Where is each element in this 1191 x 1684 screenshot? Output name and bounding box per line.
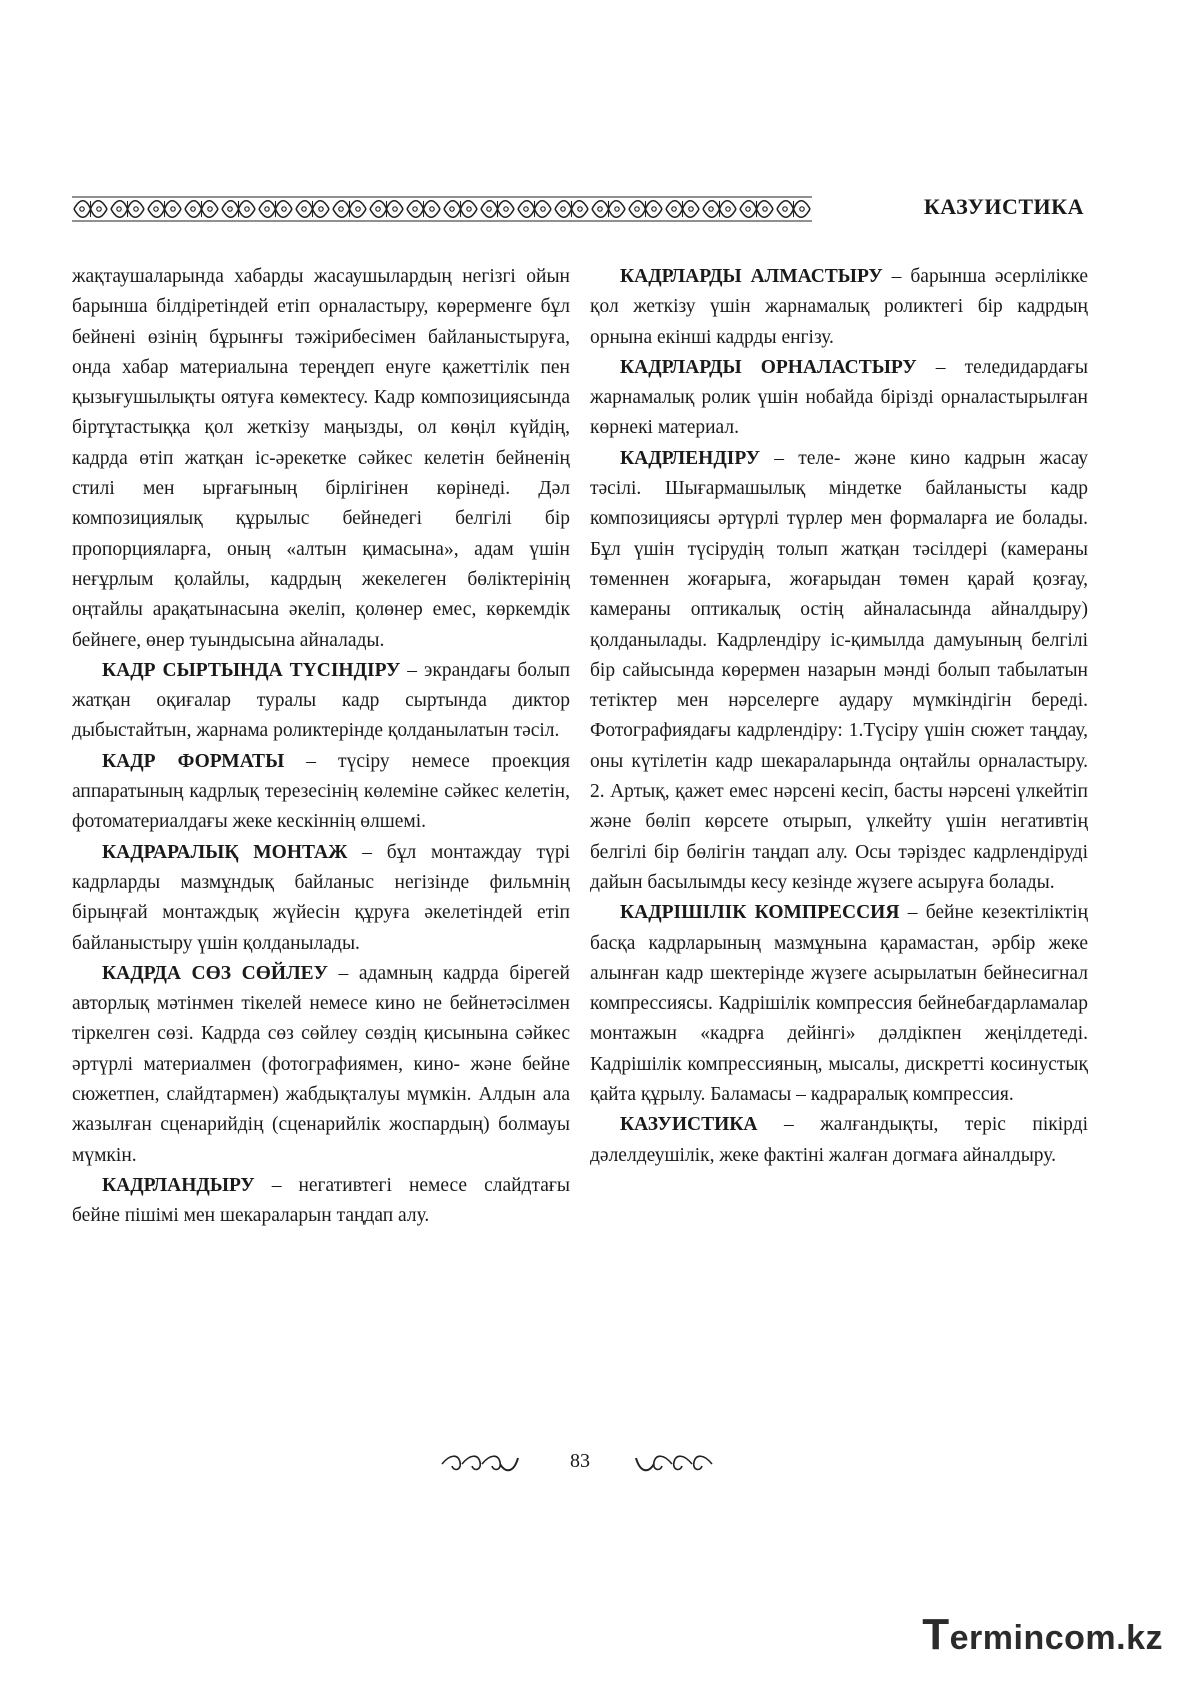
entry-definition: – түсіру немесе проекция аппаратының кадрлық терезесінің көлеміне сәйкес келетін, фотоматериалдағы жеке кескіннің өлшемі.	[72, 750, 570, 833]
page-number: 83	[570, 1450, 590, 1472]
dictionary-entry	[72, 1171, 570, 1232]
dictionary-entry	[590, 262, 1088, 353]
running-title: КАЗУИСТИКА	[923, 194, 1084, 219]
scroll-ornament-left-icon	[440, 1450, 520, 1478]
dictionary-entry	[590, 1110, 1088, 1171]
ornament-band-icon	[72, 196, 812, 222]
left-column	[72, 262, 570, 1232]
site-watermark	[922, 1610, 1163, 1660]
entry-term: КАДРДА СӨЗ СӨЙЛЕУ	[102, 962, 328, 984]
entry-definition: – негативтегі немесе слайдтағы бейне пішімі мен шекараларын таңдап алу.	[72, 1174, 570, 1227]
entry-term: КАДРЛАРДЫ ОРНАЛАСТЫРУ	[620, 356, 917, 378]
dictionary-entry	[590, 353, 1088, 444]
entry-definition: – теле- және кино кадрын жасау тәсілі. Шығармашылық міндетке байланысты кадр композициясы әртүрлі түрлер мен формаларға ие болады. Бұл үшін түсірудің толып жатқан тәсілдері (камераны төменнен жоғарыға, жоғарыдан төмен қарай қозғау, камераны оптикалық остің айналасында айналдыру) қолданылады. Кадрлендіру іс-қимылда дамуының белгілі бір сайысында көрермен назарын мәнді болып табылатын тетіктер мен нәрселерге аудару мүмкіндігін береді. Фотографиядағы кадрлендіру: 1.Түсіру үшін сюжет таңдау, оны күтілетін кадр шекараларында оңтайлы орналастыру. 2. Артық, қажет емес нәрсені кесіп, басты нәрсені үлкейтіп және бөліп көрсете отырып, үлкейту үшін негативтің белгілі бір бөлігін таңдап алу. Осы тәріздес кадрлендіруді дайын басылымды кесу кезінде жүзеге асыруға болады.	[590, 447, 1088, 893]
entry-term: КАДРЛАРДЫ АЛМАСТЫРУ	[620, 266, 883, 287]
dictionary-entry	[72, 838, 570, 959]
entry-term: КАДРАРАЛЫҚ МОНТАЖ	[102, 841, 348, 863]
dictionary-entry	[72, 747, 570, 838]
entry-term: КАЗУИСТИКА	[620, 1114, 758, 1136]
entry-term: КАДР ФОРМАТЫ	[102, 750, 285, 772]
entry-definition: – барынша әсерлілікке қол жеткізу үшін жарнамалық роликтегі бір кадрдың орнына екінші кадрды енгізу.	[590, 266, 1088, 348]
entry-term: КАДРЛЕНДІРУ	[620, 447, 761, 469]
entry-term: КАДР СЫРТЫНДА ТҮСІНДІРУ	[102, 659, 401, 681]
dictionary-entry	[72, 656, 570, 747]
page-footer	[0, 1448, 1191, 1482]
page-header	[72, 192, 1084, 226]
entry-term: КАДРІШІЛІК КОМПРЕССИЯ	[620, 902, 900, 924]
dictionary-entry	[72, 959, 570, 1171]
scroll-ornament-right-icon	[634, 1450, 714, 1478]
entry-definition: – бейне кезектіліктің басқа кадрларының мазмұнына қарамастан, әрбір жеке алынған кадр шектерінде жүзеге асырылатын бейнесигнал компрессиясы. Кадрішілік компрессия бейнебағдарламалар монтажын «кадрға дейінгі» дәлдікпен жеңілдетеді. Кадрішілік компрессияның, мысалы, дискретті косинустық қайта құрылу. Баламасы – кадраралық компрессия.	[590, 902, 1089, 1106]
entry-definition: – жалғандықты, теріс пікірді дәлелдеушілік, жеке фактіні жалған догмаға айналдыру.	[590, 1114, 1088, 1166]
watermark-text: ermincom.kz	[949, 1619, 1163, 1657]
dictionary-entry	[590, 444, 1088, 898]
entry-definition: – бұл монтаждау түрі кадрларды мазмұндық байланыс негізінде фильмнің бірыңғай монтаждық жүйесін құруға әкелетіндей етіп байланыстыру үшін қолданылады.	[72, 841, 570, 954]
dictionary-entry	[590, 898, 1088, 1110]
continuation-paragraph: жақтаушаларында хабарды жасаушылардың негізгі ойын барынша білдіретіндей етіп орналастыру, көрерменге бұл бейнені өзінің бұрынғы тәжірибесімен байланыстыруға, онда хабар материалына тереңдеп енуге қажеттілік пен қызығушылықты оятуға көмектесу. Кадр композициясында біртұтастыққа қол жеткізу маңызды, ол көңіл күйдің, кадрда өтіп жатқан іс-әрекетке сәйкес келетін бейненің стилі мен ырғағының бірлігінен көрінеді. Дәл композициялық құрылыс бейнедегі белгілі бір пропорцияларға, оның «алтын қимасына», адам үшін неғұрлым қолайлы, кадрдың жекелеген бөліктерінің оңтайлы арақатынасына әкеліп, қолөнер емес, көркемдік бейнеге, өнер туындысына айналады.	[72, 266, 570, 651]
entry-definition: – теледидардағы жарнамалық ролик үшін нобайда бірізді орналастырылған көрнекі материал.	[590, 356, 1088, 439]
right-column	[590, 262, 1088, 1171]
entry-definition: – адамның кадрда бірегей авторлық мәтінмен тікелей немесе кино не бейнетәсілмен тіркелген сөзі. Кадрда сөз сөйлеу сөздің қисынына сәйкес әртүрлі материалмен (фотографиямен, кино- және бейне сюжетпен, слайдтармен) жабдықталуы мүмкін. Алдын ала жазылған сценарийдің (сценарийлік жоспардың) болмауы мүмкін.	[72, 962, 570, 1166]
watermark-initial: T	[922, 1610, 950, 1659]
entry-definition: – экрандағы болып жатқан оқиғалар туралы кадр сыртында диктор дыбыстайтын, жарнама роликтерінде қолданылатын тәсіл.	[72, 659, 571, 742]
entry-term: КАДРЛАНДЫРУ	[102, 1174, 255, 1196]
